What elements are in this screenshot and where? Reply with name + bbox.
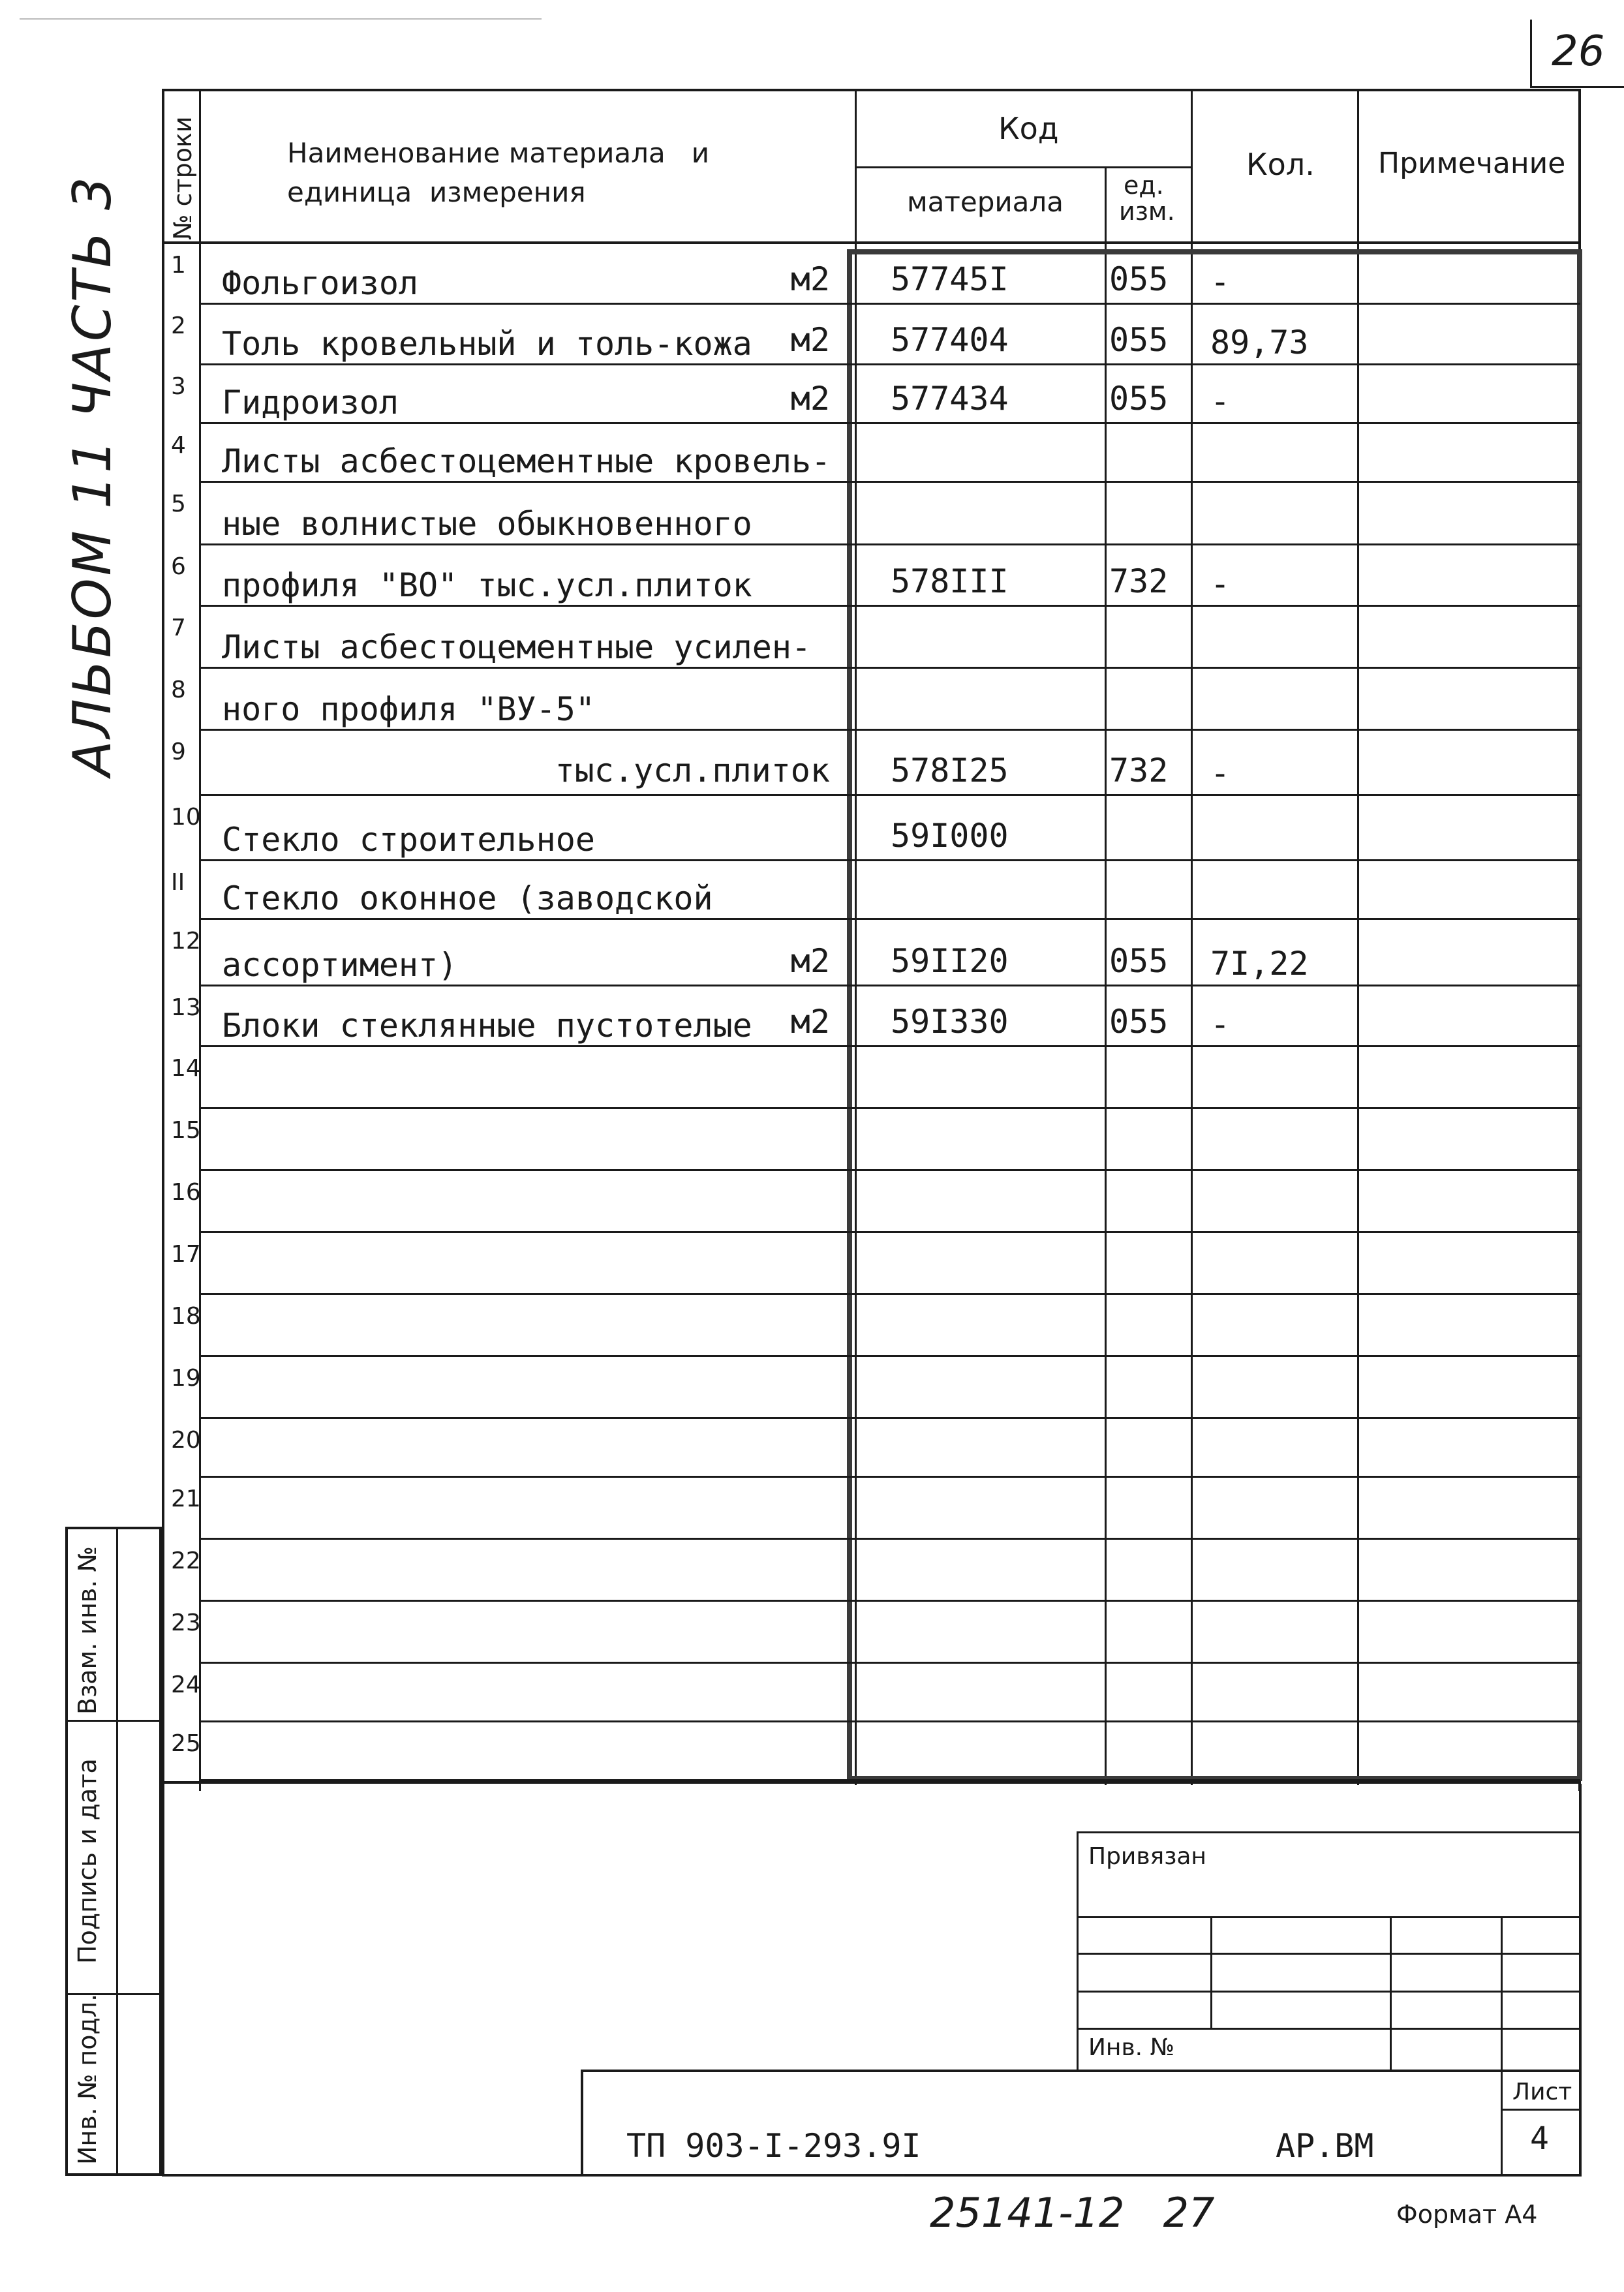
header-unit-1: ед. (1124, 171, 1164, 200)
row-line (201, 729, 1580, 731)
material-unit: м2 (790, 1003, 830, 1041)
row-line (201, 667, 1580, 669)
row-number: 8 (171, 677, 186, 703)
row-line (201, 1107, 1580, 1109)
stamp-inv-podl: Инв. № подл. (73, 1993, 102, 2165)
unit-code: 055 (1109, 321, 1169, 359)
row-number: 18 (171, 1303, 201, 1330)
header-note: Примечание (1378, 147, 1566, 180)
quantity: - (1210, 1005, 1231, 1043)
quantity: 7I,22 (1210, 945, 1309, 983)
material-name: Стекло строительное (222, 821, 595, 859)
header-material: материала (907, 186, 1064, 218)
handwritten-number: 25141-12 27 (930, 2189, 1215, 2237)
material-name: Фольгоизол (222, 264, 419, 302)
unit-code: 055 (1109, 1003, 1169, 1041)
privyazan-inv-no: Инв. № (1088, 2034, 1175, 2061)
row-number: 13 (171, 994, 201, 1021)
material-name: Стекло оконное (заводской (222, 879, 713, 917)
quantity: - (1210, 754, 1231, 792)
row-line (201, 1169, 1580, 1171)
material-code: 578I25 (891, 752, 1009, 789)
material-code: 59II20 (891, 942, 1009, 980)
row-line (201, 985, 1580, 986)
material-code: 577434 (891, 380, 1009, 418)
quantity: - (1210, 263, 1231, 301)
unit-code: 732 (1109, 562, 1169, 600)
material-unit: м2 (790, 321, 830, 359)
unit-code: 732 (1109, 752, 1169, 789)
row-line (201, 363, 1580, 365)
material-code: 578III (891, 562, 1009, 600)
quantity: - (1210, 382, 1231, 420)
stamp-vzam-inv: Взам. инв. № (73, 1546, 102, 1715)
material-name: ного профиля "ВУ-5" (222, 690, 595, 728)
quantity: 89,73 (1210, 324, 1309, 361)
row-number: 25 (171, 1730, 201, 1757)
row-number: 14 (171, 1055, 201, 1082)
row-line (201, 1355, 1580, 1357)
row-line (201, 481, 1580, 483)
material-name: ассортимент) (222, 946, 458, 984)
material-name: профиля "ВО" тыс.усл.плиток (222, 566, 752, 604)
row-line (201, 918, 1580, 920)
material-unit: тыс.усл.плиток (555, 752, 830, 789)
material-name: Гидроизол (222, 384, 399, 421)
row-number: 6 (171, 553, 186, 580)
row-number: 9 (171, 739, 186, 765)
page-number: 26 (1552, 27, 1605, 76)
row-line (201, 1231, 1580, 1233)
stamp-podpis-data: Подпись и дата (73, 1758, 102, 1964)
row-line (201, 1538, 1580, 1540)
header-qty: Кол. (1246, 147, 1315, 182)
row-number: 4 (171, 432, 186, 459)
row-number: 7 (171, 615, 186, 641)
row-number: 10 (171, 804, 201, 831)
format-label: Формат А4 (1396, 2200, 1538, 2229)
material-code: 577404 (891, 321, 1009, 359)
row-number: 19 (171, 1365, 201, 1392)
material-name: Листы асбестоцементные кровель- (222, 442, 831, 480)
row-number: 21 (171, 1486, 201, 1512)
material-unit: м2 (790, 260, 830, 298)
row-number: 15 (171, 1117, 201, 1144)
row-number: 22 (171, 1548, 201, 1574)
row-line (201, 1662, 1580, 1664)
header-row-no: № строки (168, 116, 197, 240)
row-line (201, 605, 1580, 607)
list-label: Лист (1512, 2079, 1572, 2105)
row-line (201, 1720, 1580, 1722)
row-number: 20 (171, 1427, 201, 1454)
row-number: 23 (171, 1610, 201, 1636)
album-label: АЛЬБОМ 11 ЧАСТЬ 3 (62, 174, 123, 776)
row-number: 2 (171, 313, 186, 339)
row-number: 17 (171, 1241, 201, 1268)
material-code: 59I000 (891, 817, 1009, 855)
material-code: 57745I (891, 260, 1009, 298)
material-code: 59I330 (891, 1003, 1009, 1041)
document-code: ТП 903-I-293.9I (626, 2127, 921, 2165)
header-unit-2: изм. (1119, 197, 1175, 226)
row-line (201, 303, 1580, 305)
unit-code: 055 (1109, 260, 1169, 298)
list-number: 4 (1530, 2120, 1549, 2157)
header-name: Наименование материала и единица измерения (287, 137, 710, 208)
row-line (201, 859, 1580, 861)
material-unit: м2 (790, 942, 830, 980)
header-code: Код (998, 111, 1059, 146)
row-number: 1 (171, 252, 186, 279)
row-line (201, 1293, 1580, 1295)
unit-code: 055 (1109, 380, 1169, 418)
row-number: II (171, 869, 185, 896)
row-line (201, 543, 1580, 545)
row-line (201, 794, 1580, 796)
privyazan-label: Привязан (1088, 1843, 1206, 1870)
row-line (201, 1600, 1580, 1602)
row-line (201, 1476, 1580, 1478)
row-number: 12 (171, 928, 201, 955)
row-number: 24 (171, 1672, 201, 1698)
quantity: - (1210, 565, 1231, 603)
row-line (201, 1045, 1580, 1047)
material-name: Листы асбестоцементные усилен- (222, 628, 812, 666)
row-line (201, 422, 1580, 424)
unit-code: 055 (1109, 942, 1169, 980)
material-name: Блоки стеклянные пустотелые (222, 1007, 752, 1045)
row-number: 3 (171, 373, 186, 400)
material-unit: м2 (790, 380, 830, 418)
row-number: 5 (171, 491, 186, 517)
row-line (201, 1417, 1580, 1419)
row-number: 16 (171, 1179, 201, 1206)
section-code: АР.ВМ (1276, 2127, 1374, 2165)
material-name: Толь кровельный и толь-кожа (222, 325, 752, 363)
material-name: ные волнистые обыкновенного (222, 505, 752, 543)
